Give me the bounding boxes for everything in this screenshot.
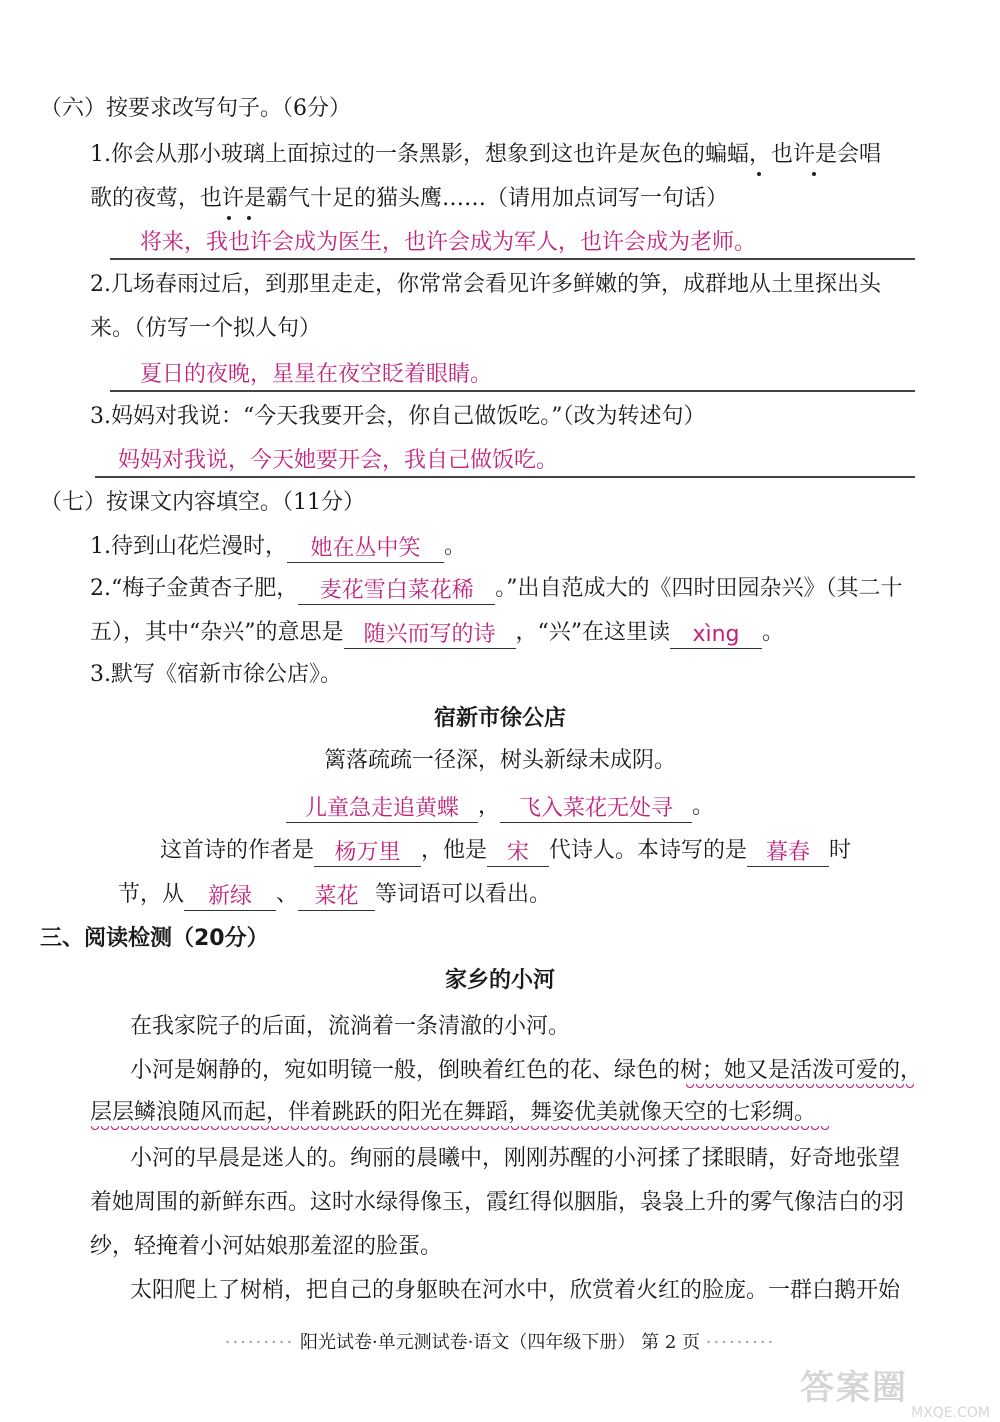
emphasis-dot xyxy=(757,172,761,176)
season-answer: 暮春 xyxy=(766,840,811,865)
article-p2-line1: 小河是娴静的，宛如明镜一般，倒映着红色的花、绿色的树；她又是活泼可爱的， xyxy=(130,1058,923,1083)
article-p1: 在我家院子的后面，流淌着一条清澈的小河。 xyxy=(130,1014,571,1039)
poem-line-1: 篱落疏疏一径深，树头新绿未成阴。 xyxy=(323,748,676,773)
s6-answer-2: 夏日的夜晚，星星在夜空眨着眼睛。 xyxy=(140,362,493,387)
author-line: 这首诗的作者是 杨万里 ，他是 宋 代诗人。本诗写的是 暮春 时 xyxy=(160,838,852,865)
answer-line xyxy=(110,390,915,392)
article-title: 家乡的小河 xyxy=(444,968,555,993)
s6-q1-line2: 歌的夜莺，也许是霸气十足的猫头鹰……（请用加点词写一句话） xyxy=(90,186,729,211)
poem-line-2: 儿童急走追黄蝶 ， 飞入菜花无处寻 。 xyxy=(0,792,1000,823)
s7-q2-answer: 麦花雪白菜花稀 xyxy=(319,578,474,603)
s6-q3: 3.妈妈对我说：“今天我要开会，你自己做饭吃。”（改为转述句） xyxy=(90,404,706,429)
s7-q1-answer: 她在丛中笑 xyxy=(310,536,421,561)
wavy-underline xyxy=(90,1126,830,1132)
poem-answer-1: 儿童急走追黄蝶 xyxy=(304,796,459,821)
emphasis-dot xyxy=(247,216,251,220)
emphasis-dot xyxy=(227,216,231,220)
s7-q3: 3.默写《宿新市徐公店》。 xyxy=(90,662,342,687)
poem-title: 宿新市徐公店 xyxy=(433,706,566,731)
s7-q2b-pinyin: xìng xyxy=(692,622,740,647)
article-p2-line2: 层层鳞浪随风而起，伴着跳跃的阳光在舞蹈，舞姿优美就像天空的七彩绸。 xyxy=(90,1100,817,1125)
answer-line xyxy=(95,476,915,478)
article-p3-line1: 小河的早晨是迷人的。绚丽的晨曦中，刚刚苏醒的小河揉了揉眼睛，好奇地张望 xyxy=(130,1146,901,1171)
word-answer-2: 菜花 xyxy=(314,884,359,909)
s7-q1: 1.待到山花烂漫时， 她在丛中笑 。 xyxy=(90,534,467,561)
section-7-title: （七）按课文内容填空。（11分） xyxy=(40,490,365,515)
emphasis-dot xyxy=(812,172,816,176)
watermark-url: MXQE.COM xyxy=(911,1405,990,1421)
s6-q2-line2: 来。（仿写一个拟人句） xyxy=(90,316,322,341)
dynasty-answer: 宋 xyxy=(507,840,530,865)
article-p3-line2: 着她周围的新鲜东西。这时水绿得像玉，霞红得似胭脂，袅袅上升的雾气像洁白的羽 xyxy=(90,1190,905,1215)
section-6-title: （六）按要求改写句子。（6分） xyxy=(40,96,351,121)
article-p4-line1: 太阳爬上了树梢，把自己的身躯映在河水中，欣赏着火红的脸庞。一群白鹅开始 xyxy=(130,1278,901,1303)
footer-text: 阳光试卷·单元测试卷·语文（四年级下册） xyxy=(299,1332,636,1353)
wavy-underline xyxy=(685,1084,915,1090)
s6-answer-1: 将来，我也许会成为医生，也许会成为军人，也许会成为老师。 xyxy=(140,230,757,255)
page-number: 第 2 页 xyxy=(641,1332,701,1353)
s7-q2b: 五），其中“杂兴”的意思是 随兴而写的诗 ，“兴”在这里读 xìng 。 xyxy=(90,620,785,647)
poem-answer-2: 飞入菜花无处寻 xyxy=(518,796,673,821)
answer-line xyxy=(110,258,915,260)
page-footer: ········· 阳光试卷·单元测试卷·语文（四年级下册） 第 2 页 ········· xyxy=(224,1332,776,1353)
words-line: 节，从 新绿 、 菜花 等词语可以看出。 xyxy=(118,882,552,909)
word-answer-1: 新绿 xyxy=(208,884,253,909)
s6-q1-line1: 1.你会从那小玻璃上面掠过的一条黑影，想象到这也许是灰色的蝙蝠，也许是会唱 xyxy=(90,142,881,167)
section-3-title: 三、阅读检测（20分） xyxy=(40,926,269,951)
s7-q2b-answer: 随兴而写的诗 xyxy=(363,622,496,647)
watermark-logo: 答案圈 xyxy=(800,1368,908,1408)
s6-q2-line1: 2.几场春雨过后，到那里走走，你常常会看见许多鲜嫩的笋，成群地从土里探出头 xyxy=(90,272,881,297)
article-p3-line3: 纱，轻掩着小河姑娘那羞涩的脸蛋。 xyxy=(90,1234,443,1259)
author-answer: 杨万里 xyxy=(334,840,401,865)
s6-answer-3: 妈妈对我说，今天她要开会，我自己做饭吃。 xyxy=(118,448,559,473)
watermark xyxy=(800,1360,990,1421)
s7-q2: 2.“梅子金黄杏子肥， 麦花雪白菜花稀 。”出自范成大的《四时田园杂兴》（其二十 xyxy=(90,576,903,603)
